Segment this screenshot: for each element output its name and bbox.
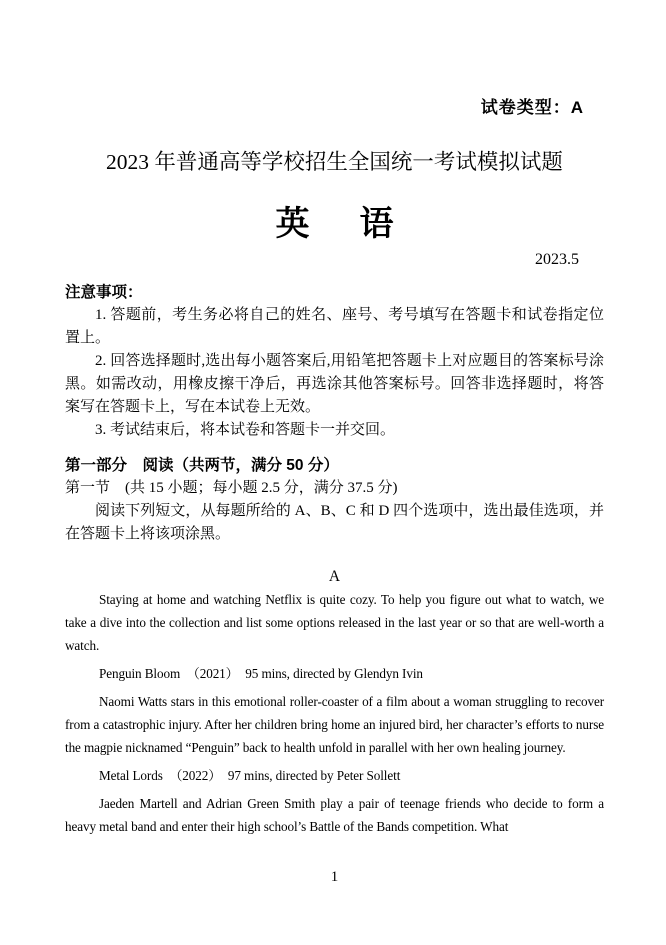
- passage-paragraph: Jaeden Martell and Adrian Green Smith play a pair of teenage friends who decide to form a heavy metal band and enter their high school’s Battle of the Bands competition. What: [65, 796, 604, 834]
- part-one-section: [65, 454, 604, 546]
- page-number: 1: [330, 869, 339, 885]
- exam-title: 2023 年普通高等学校招生全国统一考试模拟试题: [106, 150, 563, 174]
- exam-date: 2023.5: [535, 251, 579, 268]
- notice-item-1: 1. 答题前，考生务必将自己的姓名、座号、考号填写在答题卡和试卷指定位置上。: [65, 307, 604, 346]
- section-one-instructions: 阅读下列短文，从每题所给的 A、B、C 和 D 四个选项中，选出最佳选项，并在答题卡上将该项涂黑。: [65, 503, 604, 542]
- notice-section: [65, 281, 604, 442]
- subject-title: [65, 206, 604, 242]
- passage-paragraph: Staying at home and watching Netflix is quite cozy. To help you figure out what to watch, we take a dive into the collection and list some options released in the last year or so that are well-worth a watch.: [65, 592, 604, 653]
- passage-a-label: A: [328, 568, 341, 585]
- passage-a: [65, 565, 604, 838]
- movie-title-line: Metal Lords （2022） 97 mins, directed by Peter Sollett: [99, 768, 401, 783]
- subject-char-second: 语: [359, 205, 394, 243]
- paper-type-label: 试卷类型：A: [480, 98, 584, 117]
- passage-paragraph: Naomi Watts stars in this emotional roller-coaster of a film about a woman struggling to recover from a catastrophic injury. After her children bring home an injured bird, her character’s efforts to nurse the magpie nicknamed “Penguin” back to health unfold in parallel with her own healing journey.: [65, 694, 604, 755]
- movie-title-line: Penguin Bloom （2021） 95 mins, directed by Glendyn Ivin: [99, 666, 423, 681]
- notice-heading: 注意事项：: [65, 284, 143, 301]
- section-one-heading: 第一节 (共 15 小题；每小题 2.5 分，满分 37.5 分): [65, 480, 398, 496]
- notice-item-2: 2. 回答选择题时,选出每小题答案后,用铅笔把答题卡上对应题目的答案标号涂黑。如需改动，用橡皮擦干净后，再选涂其他答案标号。回答非选择题时，将答案写在答题卡上，写在本试卷上无效。: [65, 353, 604, 415]
- subject-char-first: 英: [275, 205, 310, 243]
- part-one-heading: 第一部分 阅读（共两节，满分 50 分）: [65, 457, 339, 474]
- notice-item-3: 3. 考试结束后，将本试卷和答题卡一并交回。: [95, 422, 396, 438]
